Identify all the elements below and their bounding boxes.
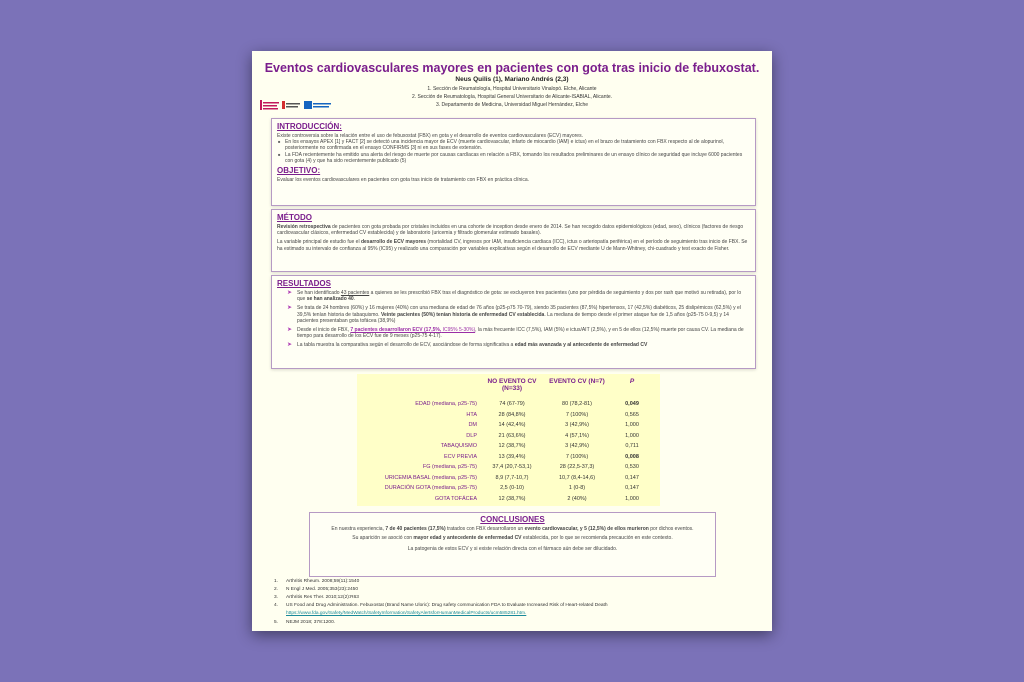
reference-text: Arthritis Res Ther. 2010;12(2):R63 [286, 595, 359, 600]
p-value: 0,147 [625, 474, 639, 481]
result-3-a: Desde el inicio de FBX, [297, 327, 351, 334]
row-label: URICEMIA BASAL (mediana, p25-75) [384, 474, 477, 481]
objective-text: Evaluar los eventos cardiovasculares en pacientes con gota tras inicio de tratamiento con FBX en práctica clínica. [277, 177, 530, 184]
conclusion-2-b: establecida, por lo que se recomienda precaución en este contexto. [521, 535, 673, 542]
result-3-ci: IC95% 5-30%) [441, 327, 476, 334]
intro-section [271, 118, 756, 206]
no-event-value: 2,5 (0-10) [500, 485, 524, 491]
conclusion-1 [310, 526, 715, 532]
result-4-bold: edad más avanzada y al antecedente de enfermedad CV [514, 342, 648, 349]
no-event-value: 12 (38,7%) [498, 495, 526, 502]
intro-bullet-2: ■ La FDA recientemente ha emitido una alerta del riesgo de muerte por causas cardíacas en relación a FBX, tomando los resultados preliminares de un ensayo clínico de seguridad que incluye 6000 pacientes con gota (4) y que ha sido recientemente publicado (5) [285, 152, 750, 164]
method-p2-b: (mortalidad CV, ingresos por IAM, insuficiencia cardiaca (ICC), ictus o arteriopatía periférica) en el período de seguimiento tras inicio de FBX. Se ha estimado su intervalo de confianza al 95% (IC95) y realizado una comparación por variables explicativas según el desarrollo de ECV mediante U de Mann-Whitney, chi-cuadrado y test exacto de Fisher. [277, 239, 748, 252]
poster [252, 51, 772, 631]
event-value: 80 (78,2-81) [562, 401, 592, 407]
p-value: 0,147 [625, 485, 639, 491]
table-header-p: P [629, 378, 635, 385]
p-value: 0,049 [625, 401, 639, 407]
results-table [357, 374, 660, 506]
p-value: 0,530 [625, 464, 639, 470]
reference-number: 2. [274, 587, 279, 592]
row-label: ECV PREVIA [443, 453, 477, 460]
reference-number: 4. [274, 603, 279, 608]
p-value: 0,008 [625, 453, 639, 460]
event-value: 10,7 (8,4-14,6) [558, 474, 596, 481]
event-value: 1 (0-8) [568, 485, 586, 491]
reference-text: US Food and Drug Administration. Febuxostat (Brand Name Uloric): Drug safety communication FDA to Evaluate Increased Risk of Heart-related Death [286, 603, 608, 608]
event-value: 3 (42,9%) [565, 443, 589, 449]
row-label: GOTA TOFÁCEA [434, 495, 477, 502]
result-4-a: La tabla muestra la comparativa según el desarrollo de ECV, asociándose de forma significativa a [297, 342, 515, 349]
table-header-event: EVENTO CV (N=7) [549, 378, 605, 385]
table-header-no-event: NO EVENTO CV (N=33) [487, 378, 537, 392]
conclusion-3: La patogenia de estos ECV y si existe relación directa con el fármaco aún debe ser dilucidado. [407, 546, 618, 553]
reference-4 [274, 603, 608, 608]
conclusion-2 [310, 535, 715, 541]
reference-number: 3. [274, 595, 279, 600]
results-heading: RESULTADOS [277, 279, 331, 288]
result-2-a: Se trata de 24 hombres (60%) y 16 mujeres (40%) con una mediana de edad de 76 años (p25-p75 70-79), siendo 35 pacientes (87,5%) hipertensos, 17 (42,5%) diabéticos, 25 dislipémicos (62,5%) y el 39,5% tenían historia de tabaquismo. [297, 305, 741, 318]
affiliation-1: 1. Sección de Reumatología, Hospital Universitario Vinalopó. Elche, Alicante [427, 86, 597, 92]
intro-heading: INTRODUCCIÓN: [277, 122, 342, 131]
no-event-value: 12 (38,7%) [498, 443, 526, 449]
affiliation-3: 3. Departamento de Medicina, Universidad Miguel Hernández, Elche [435, 102, 589, 108]
arrow-icon: ➤ [287, 327, 293, 334]
event-value: 28 (22,5-37,3) [559, 464, 595, 470]
reference-text: NEJM 2018; 378:1200. [286, 620, 336, 625]
poster-authors: Neus Quilis (1), Mariano Andrés (2,3) [455, 76, 569, 83]
conclusions-heading: CONCLUSIONES [480, 515, 545, 524]
p-value: 0,711 [625, 443, 639, 449]
row-label: DURACIÓN GOTA (mediana, p25-75) [384, 485, 477, 491]
fda-link[interactable]: https://www.fda.gov/Safety/MedWatch/SafetyInformation/SafetyAlertsforHumanMedicalProducts/ucm585281.htm. [286, 611, 527, 616]
conclusion-1-bold-2: evento cardiovascular, y 5 (12,5%) de ellos murieron [524, 526, 649, 532]
table-row [357, 441, 660, 451]
table-row [357, 399, 660, 409]
no-event-value: 37,4 (20,7-53,1) [492, 464, 532, 470]
conclusion-2-bold: mayor edad y antecedente de enfermedad CV [413, 535, 522, 542]
arrow-icon: ➤ [287, 342, 293, 349]
result-1-underline: 43 pacientes [340, 290, 370, 296]
poster-title: Eventos cardiovasculares mayores en pacientes con gota tras inicio de febuxostat. [264, 61, 760, 75]
method-p1-bold: Revisión retrospectiva [277, 224, 331, 230]
reference-number: 1. [274, 579, 279, 584]
method-p2-a: La variable principal de estudio fue el [277, 239, 361, 246]
arrow-icon: ➤ [287, 305, 293, 312]
method-p2-bold: desarrollo de ECV mayores [360, 239, 426, 246]
reference-2 [274, 587, 358, 592]
reference-1 [274, 579, 359, 584]
result-2-b: . La mediana de tiempo desde el primer ataque fue de 1,5 años (p25-75 0-9,5) y 14 pacientes presentaban gota tofácea (38,9%) [297, 311, 729, 324]
conclusion-1-a: En nuestra experiencia, [331, 526, 386, 532]
conclusion-1-b: tratados con FBX desarrollaron un [445, 526, 525, 532]
intro-text: Existe controversia sobre la relación entre el uso de febuxostat (FBX) en gota y el desarrollo de eventos cardiovasculares (ECV) mayores. [277, 133, 583, 139]
row-label: HTA [466, 411, 477, 418]
result-1-b: a quienes se les prescribió FBX tras el diagnóstico de gota: se excluyeron tres pacientes (uno por pérdida de seguimiento y dos por rash que motivó su retirada), por lo que [297, 290, 742, 303]
conclusions-section [309, 512, 716, 577]
event-value: 7 (100%) [565, 453, 589, 460]
no-event-value: 74 (67-79) [499, 401, 525, 407]
result-1-a: Se han identificado [297, 290, 341, 296]
row-label: TABAQUISMO [440, 443, 477, 449]
no-event-value: 8,9 (7,7-10,7) [495, 474, 529, 481]
result-item-2 [287, 305, 750, 324]
result-item-4 [287, 342, 750, 349]
reference-number: 5. [274, 620, 279, 625]
reference-4-link[interactable] [286, 611, 526, 616]
results-section [271, 275, 756, 369]
event-value: 3 (42,9%) [565, 422, 589, 428]
table-row [357, 410, 660, 420]
result-2-bold: Veinte pacientes (50%) tenían historia de enfermedad CV establecida [380, 311, 545, 318]
result-1-c: . [353, 296, 356, 303]
result-item-1 [287, 290, 750, 303]
event-value: 7 (100%) [565, 411, 589, 418]
conclusion-1-bold-1: 7 de 40 pacientes (17,5%) [385, 526, 446, 532]
result-item-3 [287, 327, 750, 340]
row-label: DLP [466, 432, 477, 439]
row-label: EDAD (mediana, p25-75) [415, 401, 477, 407]
conclusion-2-a: Su aparición se asoció con [352, 535, 414, 542]
reference-5 [274, 620, 335, 625]
p-value: 1,000 [625, 495, 639, 502]
institution-logos [260, 97, 340, 107]
event-value: 4 (57,1%) [565, 432, 589, 439]
intro-bullet-1: ■ En los ensayos APEX [1] y FACT [2] se detectó una incidencia mayor de ECV (muerte cardiovascular, infarto de miocardio (IAM) e ictus) en el brazo de tratamiento con FBX respecto al de alopurinol, posteriormente no confirmada en el ensayo CONFIRMS [3] ni en sus fases de extensión. [285, 139, 750, 151]
method-section [271, 209, 756, 272]
reference-text: N Engl J Med. 2005;353(23):2450 [286, 587, 359, 592]
result-3-b: , la más frecuente ICC (7,5%), IAM (5%) e ictus/AIT (2,5%), y en 5 de ellos (12,5%) muerte por causa CV. La mediana de tiempo para desarrollo de los ECV fue de 9 meses (p25-75 4-17). [297, 327, 744, 340]
method-paragraph-1 [277, 224, 750, 236]
no-event-value: 21 (63,6%) [498, 432, 526, 439]
event-value: 2 (40%) [567, 495, 587, 502]
no-event-value: 28 (84,8%) [498, 411, 526, 418]
p-value: 1,000 [625, 432, 639, 439]
table-row [357, 483, 660, 493]
table-row [357, 431, 660, 441]
table-row [357, 473, 660, 483]
institution-logos-graphic [260, 100, 340, 110]
affiliation-2: 2. Sección de Reumatología, Hospital General Universitario de Alicante-ISABIAL, Alicante. [411, 94, 613, 100]
result-1-bold: se han analizado 40 [306, 296, 354, 303]
no-event-value: 13 (39,4%) [498, 453, 526, 460]
arrow-icon: ➤ [287, 290, 293, 296]
reference-text: Arthritis Rheum. 2008;59(11):1540 [286, 579, 360, 584]
table-row [357, 462, 660, 472]
method-heading: MÉTODO [277, 213, 312, 222]
table-row [357, 452, 660, 462]
objective-heading: OBJETIVO: [277, 166, 321, 176]
conclusion-1-c: por dichos eventos. [648, 526, 694, 532]
no-event-value: 14 (42,4%) [498, 422, 526, 428]
result-3-highlight: 7 pacientes desarrollaron ECV (17,5%, [350, 327, 442, 334]
reference-3 [274, 595, 359, 600]
table-row [357, 494, 660, 504]
method-p1-text: de pacientes con gota probada por cristales incluidos en una cohorte de inception desde enero de 2014. Se han recogido datos epidemiológicos (edad, sexo), clínicos (factores de riesgo cardiovascular clásicos, enfermedad CV establecida) y de laboratorio (uricemia y filtrado glomerular estimado basales). [277, 224, 744, 237]
row-label: FG (mediana, p25-75) [422, 464, 477, 470]
p-value: 1,000 [625, 422, 639, 428]
p-value: 0,565 [625, 411, 639, 418]
row-label: DM [468, 422, 477, 428]
table-row [357, 420, 660, 430]
method-paragraph-2 [277, 239, 750, 251]
